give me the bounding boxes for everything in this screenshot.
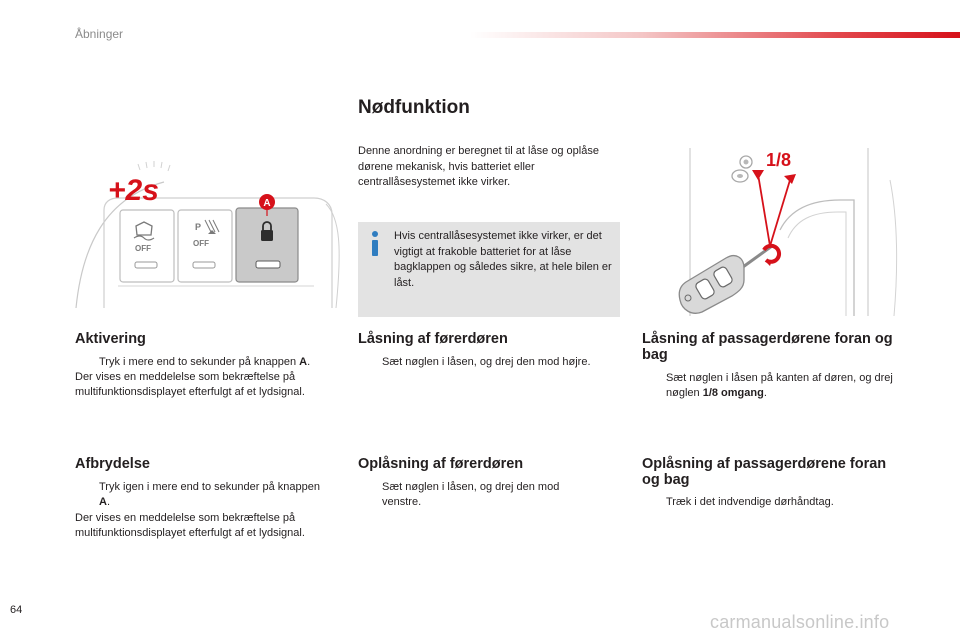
section-title-afbrydelse: Afbrydelse <box>75 456 150 472</box>
info-box-text: Hvis centrallåsesystemet ikke virker, er det vigtigt at frakoble batteriet for at låse bagklappen og således sikre, at hele bilen er låst. <box>394 230 612 289</box>
chapter-accent-bar <box>470 32 960 38</box>
text-aktivering: Der vises en meddelelse som bekræftelse på multifunktionsdisplayet efterfulgt af et lydsignal. <box>75 371 305 398</box>
page-number: 64 <box>10 604 23 616</box>
watermark-text: carmanualsonline.info <box>710 612 890 632</box>
switch1-off-label: OFF <box>135 244 151 253</box>
svg-text:A: A <box>263 198 271 209</box>
lock-icon <box>261 230 273 241</box>
info-icon <box>368 230 382 256</box>
section-title-laasning-passager: Låsning af passagerdørene foran og bag <box>642 331 893 363</box>
section-title-oplaasning-passager: Oplåsning af passagerdørene foran og bag <box>642 456 887 488</box>
section-title-laasning-foerer: Låsning af førerdøren <box>358 331 508 347</box>
info-box <box>358 222 620 317</box>
page-title: Nødfunktion <box>358 97 470 118</box>
switch2-p-label: P <box>195 222 202 232</box>
intro-text: Denne anordning er beregnet til at låse og oplåse dørene mekanisk, hvis batteriet eller centrallåsesystemet ikke virker. <box>358 145 599 188</box>
svg-text:1/8: 1/8 <box>766 150 792 170</box>
hold-2s-badge: +2s <box>108 174 159 207</box>
switch-esp-off <box>120 210 174 282</box>
text-afbrydelse: Der vises en meddelelse som bekræftelse på multifunktionsdisplayet efterfulgt af et lydsignal. <box>75 512 305 539</box>
switch-panel-illustration <box>74 158 346 316</box>
turn-eighth-indicator <box>752 150 796 246</box>
switch2-off-label: OFF <box>193 239 209 248</box>
switch-park-sensor-off <box>178 210 232 282</box>
key-door-lock-illustration <box>640 140 902 318</box>
switch-central-lock <box>236 208 298 282</box>
remote-key-fob <box>679 256 744 314</box>
chapter-title: Åbninger <box>75 27 124 41</box>
section-title-oplaasning-foerer: Oplåsning af førerdøren <box>358 456 524 472</box>
section-title-aktivering: Aktivering <box>75 331 146 347</box>
